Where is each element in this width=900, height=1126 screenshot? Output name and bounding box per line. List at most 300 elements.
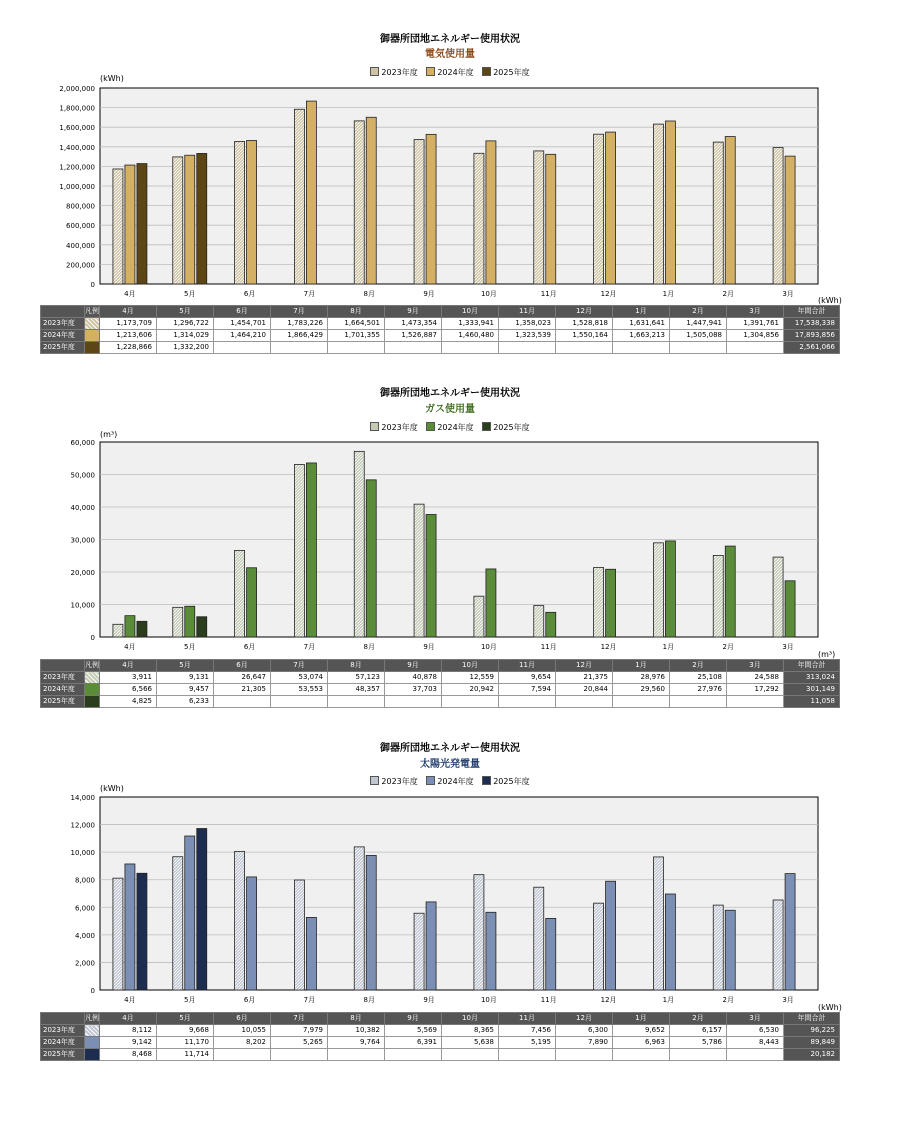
header-month: 1月: [613, 1013, 670, 1025]
table-row: [41, 1049, 840, 1061]
row-label: 2023年度: [41, 318, 85, 330]
gas-chart: [0, 435, 900, 655]
table-cell: [556, 696, 613, 708]
x-tick-label: 9月: [423, 996, 435, 1004]
legend-item: [482, 776, 529, 787]
table-cell: [385, 1049, 442, 1061]
x-tick-label: 12月: [600, 290, 617, 298]
header-month: 11月: [499, 1013, 556, 1025]
header-month: 6月: [214, 1013, 271, 1025]
legend-label: 2025年度: [493, 68, 530, 77]
table-cell: 1,314,029: [157, 330, 214, 342]
bar-electricity-1-0: [173, 157, 183, 284]
x-tick-label: 10月: [480, 290, 497, 298]
row-label: 2024年度: [41, 684, 85, 696]
solar-table: [40, 1012, 840, 1061]
header-month: 11月: [499, 306, 556, 318]
table-unit: (m³): [818, 650, 836, 659]
bar-gas-0-0: [113, 624, 123, 637]
bar-electricity-9-1: [665, 121, 675, 284]
table-cell: 9,142: [100, 1037, 157, 1049]
bar-solar-0-0: [113, 878, 123, 990]
bar-gas-2-1: [247, 568, 257, 637]
table-row: [41, 342, 840, 354]
bar-solar-11-1: [785, 874, 795, 990]
x-tick-label: 5月: [184, 643, 196, 651]
table-cell: 21,305: [214, 684, 271, 696]
header-month: 7月: [271, 1013, 328, 1025]
table-cell: [214, 1049, 271, 1061]
table-cell: 6,566: [100, 684, 157, 696]
bar-gas-0-1: [125, 616, 135, 637]
bar-solar-5-1: [426, 902, 436, 990]
header-month: 5月: [157, 306, 214, 318]
bar-solar-10-1: [725, 910, 735, 990]
x-tick-label: 7月: [303, 290, 316, 298]
table-row: [41, 318, 840, 330]
bar-gas-0-2: [137, 621, 147, 637]
bar-gas-5-1: [426, 514, 436, 637]
bar-electricity-10-1: [725, 137, 735, 284]
legend-swatch: [482, 776, 491, 785]
table-cell: 5,569: [385, 1025, 442, 1037]
bar-solar-5-0: [414, 913, 424, 990]
legend-label: 2023年度: [381, 777, 418, 786]
table-cell: [556, 1049, 613, 1061]
bar-electricity-3-1: [306, 101, 316, 284]
row-total: 89,849: [784, 1037, 840, 1049]
row-legend-swatch: [85, 1037, 100, 1049]
table-cell: 4,825: [100, 696, 157, 708]
x-tick-label: 6月: [243, 290, 256, 298]
header-month: 9月: [385, 660, 442, 672]
row-label: 2024年度: [41, 1037, 85, 1049]
chart-title: 御器所団地エネルギー使用状況: [380, 743, 520, 754]
y-tick-label: 1,800,000: [59, 104, 95, 113]
header-month: 3月: [727, 660, 784, 672]
table-cell: 1,701,355: [328, 330, 385, 342]
row-total: 96,225: [784, 1025, 840, 1037]
header-month: 5月: [157, 660, 214, 672]
table-cell: 1,550,164: [556, 330, 613, 342]
header-month: 6月: [214, 660, 271, 672]
y-tick-label: 14,000: [70, 794, 95, 802]
bar-solar-7-0: [534, 887, 544, 990]
bar-electricity-7-0: [534, 151, 544, 284]
table-cell: [499, 696, 556, 708]
bar-gas-1-0: [173, 607, 183, 637]
x-tick-label: 2月: [722, 290, 734, 298]
table-cell: [613, 342, 670, 354]
legend-swatch: [426, 776, 435, 785]
table-cell: 1,783,226: [271, 318, 328, 330]
table-cell: 1,454,701: [214, 318, 271, 330]
row-total: 313,024: [784, 672, 840, 684]
table-unit: (kWh): [818, 1003, 842, 1012]
bar-electricity-5-0: [414, 140, 424, 284]
bar-gas-5-0: [414, 504, 424, 637]
legend-item: [370, 67, 417, 78]
y-tick-label: 60,000: [70, 439, 95, 447]
bar-gas-3-0: [294, 465, 304, 637]
electricity-chart: [0, 80, 900, 300]
bar-gas-1-2: [197, 617, 207, 637]
table-cell: 28,976: [613, 672, 670, 684]
x-tick-label: 1月: [662, 643, 675, 651]
table-cell: [214, 342, 271, 354]
table-row: [41, 1025, 840, 1037]
bar-gas-7-1: [546, 612, 556, 637]
legend-item: [426, 67, 473, 78]
x-tick-label: 11月: [540, 290, 557, 298]
bar-solar-3-1: [306, 917, 316, 990]
chart-legend: [0, 67, 900, 78]
table-cell: 29,560: [613, 684, 670, 696]
y-tick-label: 30,000: [70, 536, 95, 545]
bar-solar-11-0: [773, 900, 783, 990]
table-cell: [214, 696, 271, 708]
table-cell: 1,460,480: [442, 330, 499, 342]
bar-solar-1-2: [197, 829, 207, 990]
table-cell: 25,108: [670, 672, 727, 684]
row-label: 2025年度: [41, 1049, 85, 1061]
row-label: 2025年度: [41, 696, 85, 708]
table-cell: [613, 1049, 670, 1061]
row-label: 2023年度: [41, 1025, 85, 1037]
x-tick-label: 1月: [662, 996, 675, 1004]
x-tick-label: 1月: [662, 290, 675, 298]
table-cell: 7,594: [499, 684, 556, 696]
header-month: 11月: [499, 660, 556, 672]
bar-solar-9-1: [665, 894, 675, 990]
table-cell: 9,654: [499, 672, 556, 684]
y-axis-unit: (m³): [100, 430, 118, 439]
bar-gas-11-1: [785, 581, 795, 637]
table-header-row: [41, 1013, 840, 1025]
y-tick-label: 400,000: [66, 241, 95, 250]
x-tick-label: 11月: [540, 643, 557, 651]
table-cell: 5,195: [499, 1037, 556, 1049]
table-cell: 1,631,641: [613, 318, 670, 330]
chart-subtitle: 太陽光発電量: [420, 759, 480, 770]
x-tick-label: 12月: [600, 996, 617, 1004]
gas-table: [40, 659, 840, 708]
table-cell: 1,358,023: [499, 318, 556, 330]
row-label: 2024年度: [41, 330, 85, 342]
table-cell: 8,468: [100, 1049, 157, 1061]
table-cell: [613, 696, 670, 708]
table-cell: 48,357: [328, 684, 385, 696]
x-tick-label: 8月: [363, 290, 375, 298]
bar-electricity-0-2: [137, 164, 147, 284]
table-cell: 1,333,941: [442, 318, 499, 330]
bar-solar-2-0: [235, 851, 245, 990]
table-cell: 5,786: [670, 1037, 727, 1049]
table-cell: 40,878: [385, 672, 442, 684]
header-month: 4月: [100, 306, 157, 318]
legend-swatch: [426, 422, 435, 431]
header-month: 2月: [670, 660, 727, 672]
header-corner: [41, 660, 85, 672]
bar-solar-8-0: [594, 903, 604, 990]
table-cell: 6,157: [670, 1025, 727, 1037]
y-tick-label: 4,000: [74, 931, 95, 940]
bar-solar-4-1: [366, 855, 376, 990]
x-tick-label: 5月: [184, 290, 196, 298]
table-cell: 9,764: [328, 1037, 385, 1049]
legend-label: 2024年度: [437, 777, 474, 786]
header-month: 8月: [328, 1013, 385, 1025]
row-total: 20,182: [784, 1049, 840, 1061]
legend-swatch: [370, 422, 379, 431]
table-cell: [271, 1049, 328, 1061]
y-tick-label: 1,400,000: [59, 143, 95, 152]
bar-electricity-7-1: [546, 154, 556, 284]
header-legend: 凡例: [85, 660, 100, 672]
table-cell: [271, 342, 328, 354]
header-month: 9月: [385, 1013, 442, 1025]
chart-title: 御器所団地エネルギー使用状況: [380, 34, 520, 45]
legend-swatch: [426, 67, 435, 76]
bar-gas-6-0: [474, 596, 484, 637]
row-legend-swatch: [85, 684, 100, 696]
y-tick-label: 50,000: [70, 471, 95, 480]
table-cell: [727, 1049, 784, 1061]
table-cell: 1,173,709: [100, 318, 157, 330]
table-cell: 1,296,722: [157, 318, 214, 330]
table-cell: 8,365: [442, 1025, 499, 1037]
y-tick-label: 0: [90, 634, 95, 642]
y-tick-label: 600,000: [66, 222, 95, 231]
table-cell: 24,588: [727, 672, 784, 684]
bar-electricity-8-0: [594, 134, 604, 284]
header-month: 6月: [214, 306, 271, 318]
bar-electricity-3-0: [294, 109, 304, 284]
table-row: [41, 1037, 840, 1049]
header-month: 12月: [556, 1013, 613, 1025]
bar-gas-8-1: [606, 569, 616, 637]
table-cell: 9,652: [613, 1025, 670, 1037]
y-tick-label: 0: [90, 281, 95, 289]
bar-solar-6-1: [486, 912, 496, 990]
header-month: 5月: [157, 1013, 214, 1025]
x-tick-label: 7月: [303, 643, 316, 651]
x-tick-label: 12月: [600, 643, 617, 651]
y-tick-label: 6,000: [74, 904, 95, 913]
bar-gas-4-1: [366, 480, 376, 637]
table-cell: 53,553: [271, 684, 328, 696]
x-tick-label: 4月: [124, 996, 136, 1004]
row-legend-swatch: [85, 672, 100, 684]
table-cell: [670, 1049, 727, 1061]
row-total: 301,149: [784, 684, 840, 696]
table-cell: 1,664,501: [328, 318, 385, 330]
bar-gas-10-0: [713, 555, 723, 637]
table-cell: 26,647: [214, 672, 271, 684]
bar-solar-6-0: [474, 875, 484, 990]
chart-subtitle: ガス使用量: [425, 404, 475, 415]
table-cell: 20,942: [442, 684, 499, 696]
solar-chart: [0, 790, 900, 1005]
chart-title: 御器所団地エネルギー使用状況: [380, 388, 520, 399]
table-cell: 1,213,606: [100, 330, 157, 342]
x-tick-label: 9月: [423, 643, 435, 651]
chart-subtitle: 電気使用量: [425, 49, 475, 60]
bar-solar-3-0: [294, 880, 304, 990]
x-tick-label: 6月: [243, 996, 256, 1004]
table-cell: 1,528,818: [556, 318, 613, 330]
table-cell: 11,170: [157, 1037, 214, 1049]
bar-electricity-5-1: [426, 134, 436, 284]
x-tick-label: 10月: [480, 996, 497, 1004]
bar-electricity-1-1: [185, 155, 195, 284]
bar-gas-2-0: [235, 550, 245, 637]
bar-gas-9-0: [653, 543, 663, 637]
legend-swatch: [370, 67, 379, 76]
header-corner: [41, 306, 85, 318]
table-row: [41, 696, 840, 708]
header-month: 8月: [328, 306, 385, 318]
table-cell: [328, 342, 385, 354]
row-label: 2023年度: [41, 672, 85, 684]
table-row: [41, 672, 840, 684]
row-legend-swatch: [85, 342, 100, 354]
table-header-row: [41, 306, 840, 318]
x-tick-label: 5月: [184, 996, 196, 1004]
legend-swatch: [482, 67, 491, 76]
header-month: 9月: [385, 306, 442, 318]
legend-item: [426, 422, 473, 433]
bar-solar-1-1: [185, 836, 195, 990]
y-tick-label: 10,000: [70, 601, 95, 610]
table-cell: [385, 342, 442, 354]
x-tick-label: 3月: [782, 643, 794, 651]
table-cell: 57,123: [328, 672, 385, 684]
table-cell: 10,382: [328, 1025, 385, 1037]
bar-electricity-0-1: [125, 165, 135, 284]
bar-solar-8-1: [606, 881, 616, 990]
plot-area: [100, 797, 818, 990]
table-cell: 1,473,354: [385, 318, 442, 330]
y-tick-label: 20,000: [70, 569, 95, 577]
y-tick-label: 800,000: [66, 202, 95, 211]
table-cell: 17,292: [727, 684, 784, 696]
legend-label: 2024年度: [437, 423, 474, 432]
header-month: 1月: [613, 306, 670, 318]
legend-item: [482, 422, 529, 433]
header-month: 2月: [670, 306, 727, 318]
table-cell: 11,714: [157, 1049, 214, 1061]
table-cell: 5,265: [271, 1037, 328, 1049]
y-tick-label: 1,200,000: [59, 163, 95, 172]
y-tick-label: 10,000: [70, 849, 95, 858]
header-month: 4月: [100, 660, 157, 672]
bar-electricity-10-0: [713, 142, 723, 284]
bar-solar-4-0: [354, 847, 364, 990]
table-cell: 1,332,200: [157, 342, 214, 354]
table-cell: 6,530: [727, 1025, 784, 1037]
row-total: 17,893,856: [784, 330, 840, 342]
bar-gas-6-1: [486, 569, 496, 637]
table-cell: 12,559: [442, 672, 499, 684]
table-cell: [328, 1049, 385, 1061]
bar-electricity-6-0: [474, 153, 484, 284]
table-cell: 27,976: [670, 684, 727, 696]
x-tick-label: 3月: [782, 996, 794, 1004]
x-tick-label: 9月: [423, 290, 435, 298]
row-label: 2025年度: [41, 342, 85, 354]
y-tick-label: 8,000: [74, 876, 95, 885]
x-tick-label: 4月: [124, 290, 136, 298]
table-cell: 37,703: [385, 684, 442, 696]
row-legend-swatch: [85, 1025, 100, 1037]
legend-swatch: [482, 422, 491, 431]
table-cell: 7,979: [271, 1025, 328, 1037]
table-cell: [499, 342, 556, 354]
table-cell: 6,963: [613, 1037, 670, 1049]
header-total: 年間合計: [784, 660, 840, 672]
y-tick-label: 0: [90, 987, 95, 995]
header-month: 4月: [100, 1013, 157, 1025]
table-cell: 10,055: [214, 1025, 271, 1037]
table-cell: 8,202: [214, 1037, 271, 1049]
bar-electricity-9-0: [653, 124, 663, 284]
bar-solar-2-1: [247, 877, 257, 990]
table-cell: 9,457: [157, 684, 214, 696]
header-month: 7月: [271, 306, 328, 318]
y-tick-label: 40,000: [70, 504, 95, 512]
x-tick-label: 10月: [480, 643, 497, 651]
table-cell: 1,464,210: [214, 330, 271, 342]
table-cell: [670, 696, 727, 708]
table-cell: [499, 1049, 556, 1061]
row-total: 11,058: [784, 696, 840, 708]
table-cell: 1,228,866: [100, 342, 157, 354]
table-cell: 7,890: [556, 1037, 613, 1049]
bar-electricity-4-1: [366, 117, 376, 284]
y-tick-label: 12,000: [70, 821, 95, 830]
bar-solar-9-0: [653, 857, 663, 990]
table-cell: 5,638: [442, 1037, 499, 1049]
x-tick-label: 2月: [722, 996, 734, 1004]
table-cell: [385, 696, 442, 708]
table-row: [41, 330, 840, 342]
header-month: 12月: [556, 660, 613, 672]
table-cell: 1,447,941: [670, 318, 727, 330]
x-tick-label: 11月: [540, 996, 557, 1004]
bar-electricity-11-0: [773, 148, 783, 284]
x-tick-label: 8月: [363, 643, 375, 651]
bar-gas-1-1: [185, 606, 195, 637]
bar-gas-3-1: [306, 463, 316, 637]
table-cell: 9,668: [157, 1025, 214, 1037]
table-header-row: [41, 660, 840, 672]
legend-label: 2025年度: [493, 423, 530, 432]
header-total: 年間合計: [784, 1013, 840, 1025]
header-month: 2月: [670, 1013, 727, 1025]
bar-electricity-1-2: [197, 153, 207, 284]
y-axis-unit: (kWh): [100, 74, 124, 83]
legend-item: [426, 776, 473, 787]
legend-label: 2024年度: [437, 68, 474, 77]
table-cell: [328, 696, 385, 708]
bar-electricity-11-1: [785, 156, 795, 284]
y-tick-label: 2,000: [74, 959, 95, 968]
chart-legend: [0, 776, 900, 787]
chart-legend: [0, 422, 900, 433]
header-month: 10月: [442, 1013, 499, 1025]
legend-item: [482, 67, 529, 78]
